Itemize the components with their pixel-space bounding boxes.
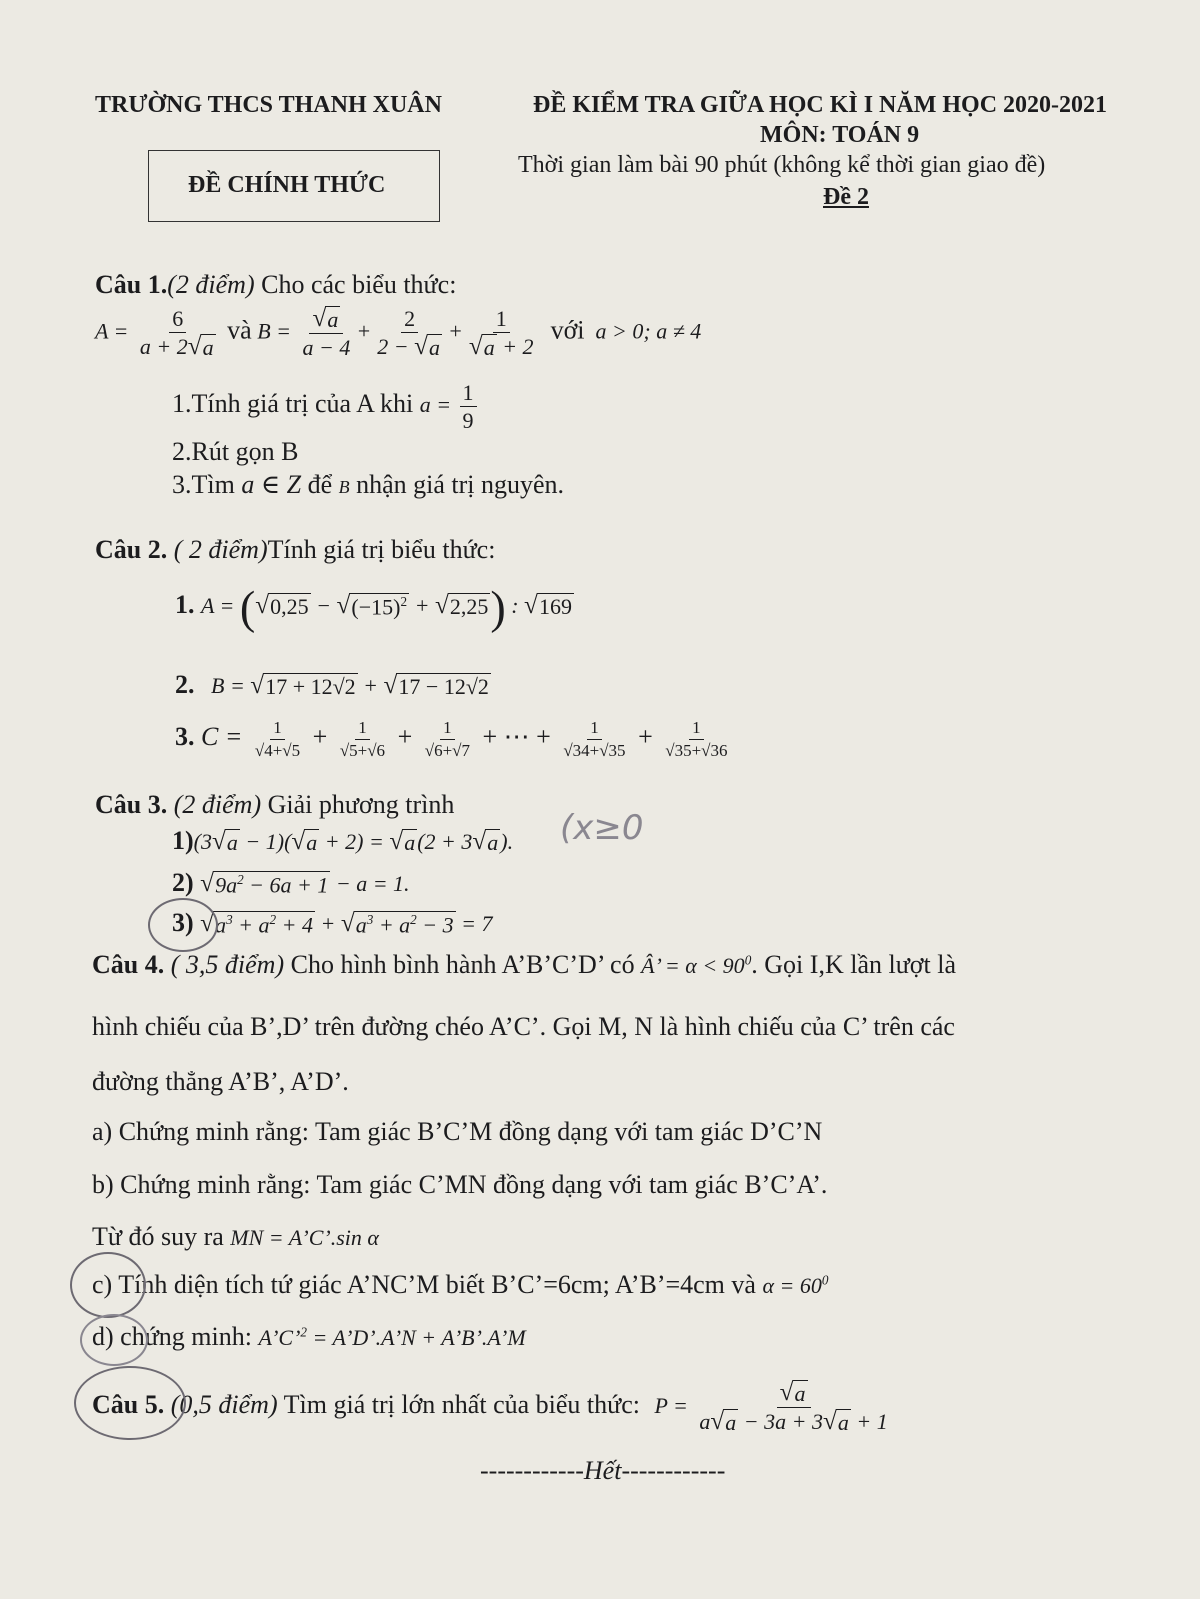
official-label: ĐỀ CHÍNH THỨC bbox=[188, 172, 386, 198]
q2-part2: 2. B = √ 17 + 12√2 + √ 17 − 12√2 bbox=[175, 670, 489, 699]
q4-part-d: d) chứng minh: A’C’$^2$ = A’D’.A’N + A’B’.A’M bbox=[92, 1322, 526, 1351]
q3-part3: 3) √ $a^3 + a^2 + 4$ + √ $a^3 + a^2 - 3$ = 7 bbox=[172, 908, 493, 938]
q3-part1: 1)(3 √ a − 1)( √ a + 2) = √ a (2 + 3 √ a ). bbox=[172, 826, 514, 855]
handwritten-circle-q4-c bbox=[70, 1252, 146, 1318]
q4-line2: hình chiếu của B’,D’ trên đường chéo A’C’. Gọi M, N là hình chiếu của C’ trên các bbox=[92, 1012, 955, 1041]
handwritten-note: (x≥0 bbox=[560, 808, 644, 848]
q3-part2: 2) √ $9a^2 - 6a + 1$ − a = 1. bbox=[172, 868, 410, 898]
handwritten-circle-q3-3 bbox=[148, 898, 218, 952]
exam-title: ĐỀ KIỂM TRA GIỮA HỌC KÌ I NĂM HỌC 2020-2021 bbox=[533, 92, 1108, 118]
duration: Thời gian làm bài 90 phút (không kể thời gian giao đề) bbox=[518, 152, 1046, 178]
q2-part1: 1. A = ( √ 0,25 − √ $(-15)^2$ + √ 2,25 ) : √ 169 bbox=[175, 582, 572, 633]
q4-line1: Câu 4. ( 3,5 điểm) Cho hình bình hành A’B’C’D’ có Â’ = $\alpha < 90^0$. Gọi I,K lần lượt là bbox=[92, 950, 957, 979]
handwritten-circle-q5 bbox=[74, 1366, 186, 1440]
q1-part1: 1.Tính giá trị của A khi a = $\frac{1}{9}$ bbox=[172, 380, 480, 434]
q2-part3: 3. C = $\frac{1}{√4+√5}$ + $\frac{1}{√5+√6}$ + $\frac{1}{√6+√7}$ + ⋯ + $\frac{1}{√34+√35}$ + $\frac{1}{√35+√36}$ bbox=[175, 718, 728, 760]
q4-part-a: a) Chứng minh rằng: Tam giác B’C’M đồng dạng với tam giác D’C’N bbox=[92, 1117, 823, 1146]
subject: MÔN: TOÁN 9 bbox=[760, 122, 920, 148]
q4-part-c: c) Tính diện tích tứ giác A’NC’M biết B’C’=6cm; A’B’=4cm và $\alpha = 60^0$ bbox=[92, 1270, 829, 1299]
q5-line: Câu 5. (0,5 điểm) Tìm giá trị lớn nhất của biểu thức: P = √ a a √ a − 3a + 3 √ a + 1 bbox=[92, 1378, 888, 1436]
q1-part2: 2.Rút gọn B bbox=[172, 437, 299, 466]
q4-part-b2: Từ đó suy ra MN = A’C’.sin α bbox=[92, 1222, 379, 1251]
q2-heading: Câu 2. ( 2 điểm)Tính giá trị biểu thức: bbox=[95, 535, 496, 564]
q3-heading: Câu 3. (2 điểm) Giải phương trình bbox=[95, 790, 455, 819]
q4-part-b: b) Chứng minh rằng: Tam giác C’MN đồng dạng với tam giác B’C’A’. bbox=[92, 1170, 828, 1199]
q4-line3: đường thẳng A’B’, A’D’. bbox=[92, 1067, 349, 1096]
q1-part3: 3.Tìm a ∈ Z để B nhận giá trị nguyên. bbox=[172, 470, 565, 499]
handwritten-circle-q4-d bbox=[80, 1314, 148, 1366]
end-marker: ------------Hết------------ bbox=[480, 1456, 726, 1485]
q1-heading: Câu 1.(2 điểm) Cho các biểu thức: bbox=[95, 270, 457, 299]
variant: Đề 2 bbox=[823, 184, 869, 210]
school-name: TRƯỜNG THCS THANH XUÂN bbox=[95, 92, 442, 118]
q1-expressions: A = 6 a + 2 √ a và B = √ a a − 4 + 2 2 − √ a + 1 √ a + 2 với a > 0; a ≠ 4 bbox=[95, 304, 702, 361]
